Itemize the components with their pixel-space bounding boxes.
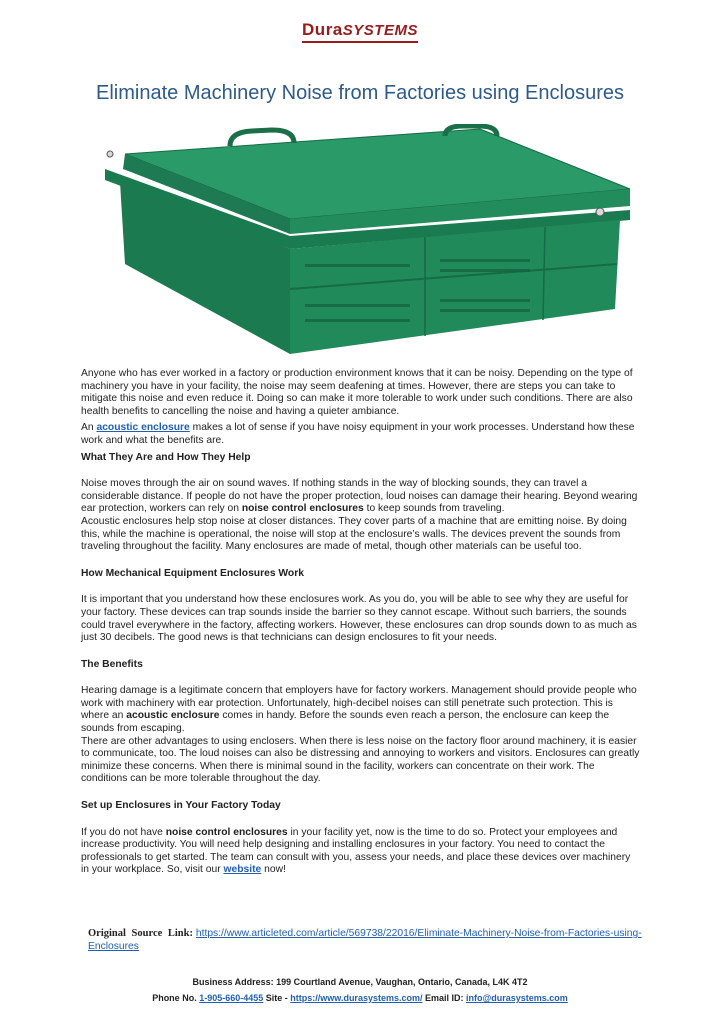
logo-part-a: Dura — [302, 20, 343, 39]
email-link[interactable]: info@durasystems.com — [466, 993, 568, 1003]
body-paragraph: It is important that you understand how these enclosures work. As you do, you will be able to see why they are useful for your factory. These devices can trap sounds inside the barrier so they cannot escape. Without such barriers, the sounds could travel everywhere in the factory, affecting workers. However, these enclosures can drop sounds down to as much as just 30 decibels. The good news is that technicians can design enclosures to fit your needs. — [81, 594, 637, 644]
intro-paragraph: Anyone who has ever worked in a factory or production environment knows that it can be noisy. Depending on the type of machinery you have in your facility, the noise may seem deafening at times. However, there are steps you can take to mitigate this noise and even reduce it. Doing so can make it more tolerable to work under such conditions. There are also health benefits to cancelling the noise and having a quieter ambiance. — [81, 368, 633, 417]
source-url-link[interactable]: https://www.articleted.com/article/569738/22016/Eliminate-Machinery-Noise-from-Factories-using-Enclosures — [88, 928, 642, 952]
section-heading: The Benefits — [81, 658, 143, 670]
footer-address: Business Address: 199 Courtland Avenue, Vaughan, Ontario, Canada, L4K 4T2 — [192, 977, 528, 987]
acoustic-enclosure-link[interactable]: acoustic enclosure — [96, 422, 190, 434]
site-link[interactable]: https://www.durasystems.com/ — [290, 993, 423, 1003]
footer-contact: Phone No. 1-905-660-4455 Site - https://www.durasystems.com/ Email ID: info@durasystems.com — [152, 993, 568, 1003]
section-heading: Set up Enclosures in Your Factory Today — [81, 800, 281, 812]
intro-paragraph-2: An acoustic enclosure makes a lot of sense if you have noisy equipment in your work processes. Understand how these work and what the benefits are. — [81, 422, 635, 446]
logo-part-b: SYSTEMS — [342, 22, 418, 39]
article-body — [81, 368, 641, 881]
source-link-block — [88, 927, 644, 953]
phone-link[interactable]: 1-905-660-4455 — [199, 993, 264, 1003]
body-paragraph: Hearing damage is a legitimate concern that employers have for factory workers. Management should provide people who work with machinery with ear protection. Unfortunately, high-decibel noises can still penetrate such protection. This is where an acoustic enclosure comes in handy. Before the sounds even reach a person, the enclosure can keep the sounds from escaping. — [81, 685, 637, 735]
enclosure-image — [95, 124, 635, 354]
section-heading: What They Are and How They Help — [81, 451, 251, 463]
body-paragraph: Acoustic enclosures help stop noise at closer distances. They cover parts of a machine that are emitting noise. By doing this, while the machine is operational, the noise will stop at the enclosure’s walls. The devices prevent the sounds from traveling throughout the facility. Many enclosures are made of metal, though other materials can be useful too. — [81, 515, 627, 553]
body-paragraph: There are other advantages to using enclosers. When there is less noise on the factory floor around machinery, it is easier to communicate, too. The loud noises can also be distressing and annoying to workers and visitors. Enclosures can greatly minimize these concerns. When there is minimal sound in the facility, workers can concentrate on their work. The conditions can be more tolerable throughout the day. — [81, 735, 640, 785]
company-logo — [0, 20, 720, 43]
body-paragraph: If you do not have noise control enclosures in your facility yet, now is the time to do so. Protect your employees and increase productivity. You will need help designing and installing enclosures in your factory. You need to contact the professionals to get started. The team can consult with you, assess your needs, and place these devices over machinery in your workplace. So, visit our website now! — [81, 826, 631, 876]
website-link[interactable]: website — [223, 864, 262, 876]
body-paragraph: Noise moves through the air on sound waves. If nothing stands in the way of blocking sounds, they can travel a considerable distance. If people do not have the proper protection, loud noises can damage their hearing. Beyond wearing ear protection, workers can rely on noise control enclosures to keep sounds from traveling. — [81, 478, 638, 515]
source-label: Original Source Link: — [88, 928, 193, 939]
page-title: Eliminate Machinery Noise from Factories using Enclosures — [96, 82, 624, 104]
section-heading: How Mechanical Equipment Enclosures Work — [81, 567, 304, 579]
